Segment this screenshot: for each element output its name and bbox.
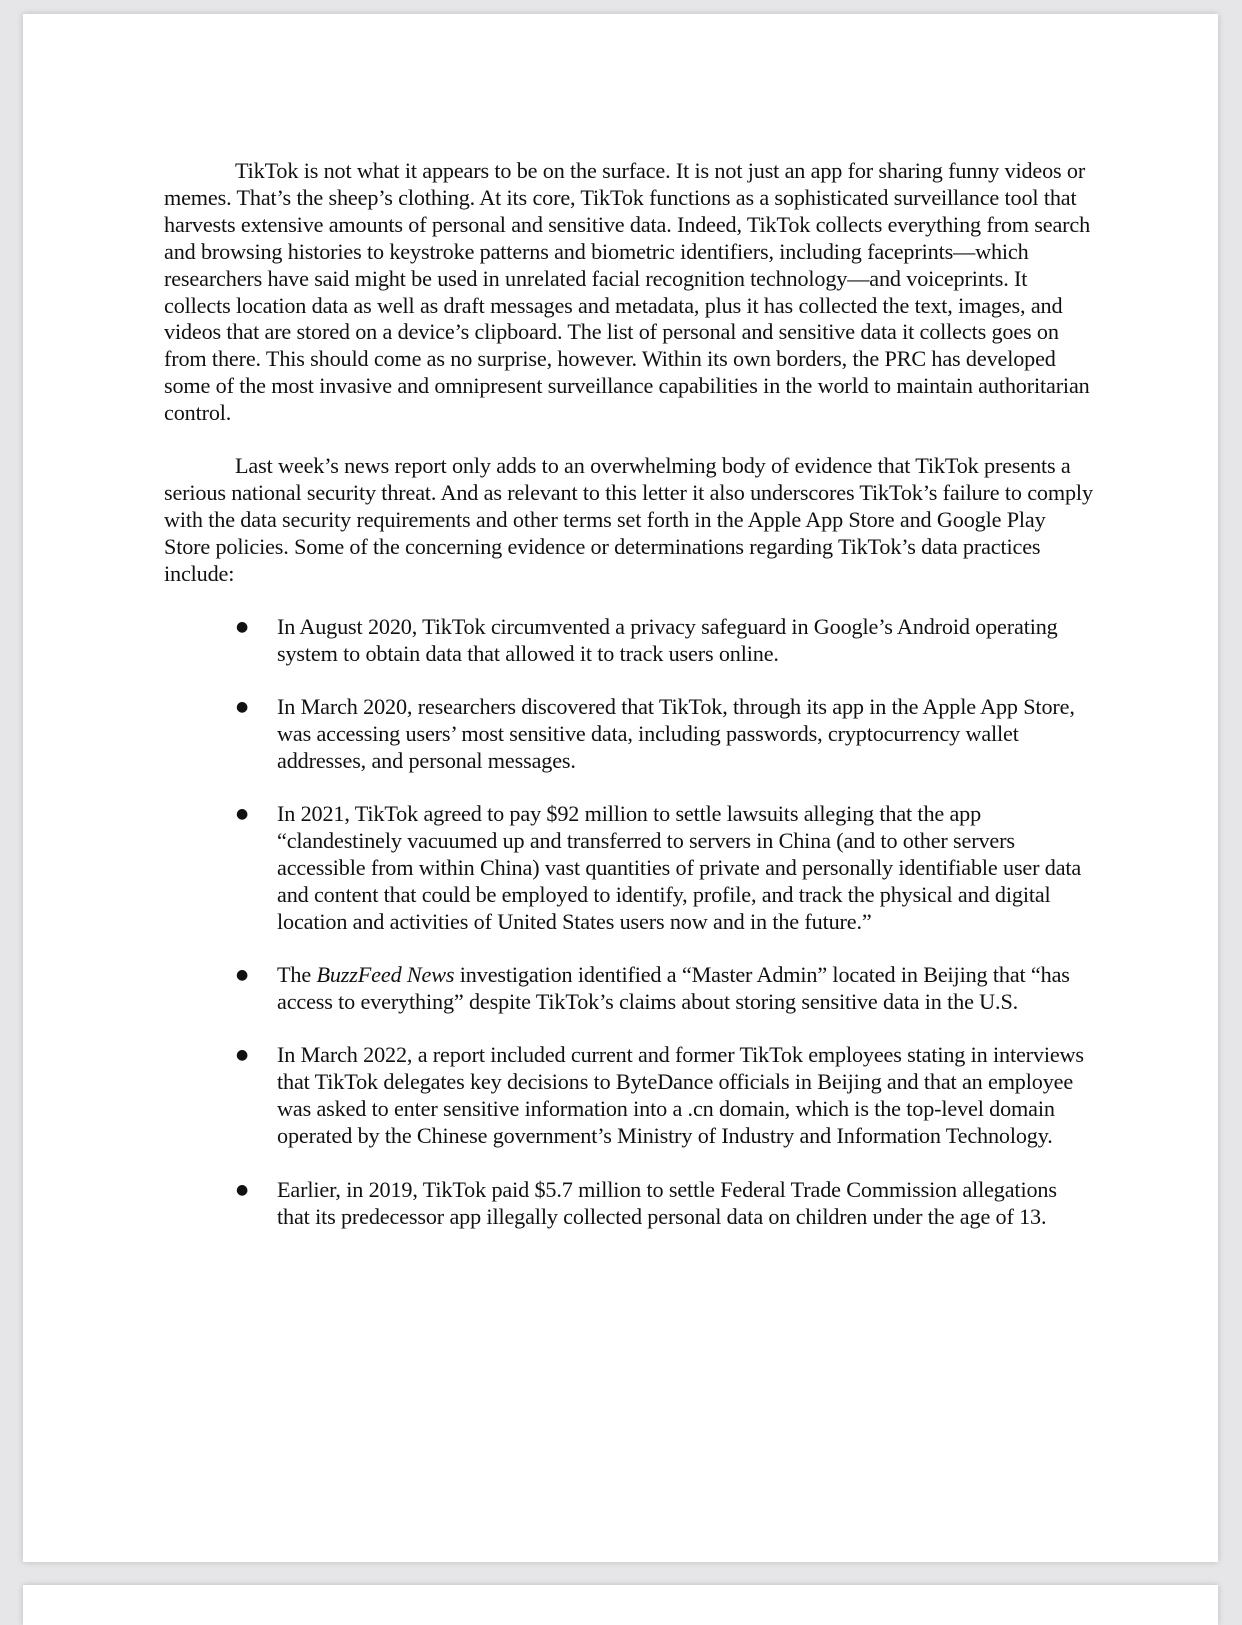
bullet-icon: ● xyxy=(235,1181,249,1198)
list-item xyxy=(164,1042,1094,1150)
list-item xyxy=(164,1177,1094,1231)
list-item-text-suffix: investigation identified a “Master Admin” located in Beijing that “has access to everything” despite TikTok’s claims about storing sensitive data in the U.S. xyxy=(277,962,1070,1015)
bullet-icon: ● xyxy=(235,618,249,635)
next-page-edge xyxy=(23,1585,1218,1625)
list-item-text: In March 2022, a report included current and former TikTok employees stating in interviews that TikTok delegates key decisions to ByteDance officials in Beijing and that an employee was asked to enter sensitive information into a .cn domain, which is the top-level domain operated by the Chinese government’s Ministry of Industry and Information Technology. xyxy=(277,1042,1084,1149)
bullet-icon: ● xyxy=(235,698,249,715)
list-item xyxy=(164,614,1094,668)
list-item xyxy=(164,801,1094,936)
list-item xyxy=(164,694,1094,775)
list-item xyxy=(164,962,1094,1016)
bullet-icon: ● xyxy=(235,806,249,823)
list-item-text xyxy=(277,962,1094,1016)
list-item-text: In March 2020, researchers discovered that TikTok, through its app in the Apple App Store, was accessing users’ most sensitive data, including passwords, cryptocurrency wallet addresses, and personal messages. xyxy=(277,693,1075,773)
page-content xyxy=(164,158,1094,1257)
list-item-text: In 2021, TikTok agreed to pay $92 million to settle lawsuits alleging that the app “clandestinely vacuumed up and transferred to servers in China (and to other servers accessible from within China) vast quantities of private and personally identifiable user data and content that could be employed to identify, profile, and track the physical and digital location and activities of United States users now and in the future.” xyxy=(277,801,1082,934)
list-item-text: Earlier, in 2019, TikTok paid $5.7 million to settle Federal Trade Commission allegations that its predecessor app illegally collected personal data on children under the age of 13. xyxy=(277,1176,1057,1229)
list-item-text-prefix: The xyxy=(277,962,317,988)
document-page xyxy=(23,14,1218,1562)
paragraph-security-threat: Last week’s news report only adds to an overwhelming body of evidence that TikTok presents a serious national security threat. And as relevant to this letter it also underscores TikTok’s failure to comply with the data security requirements and other terms set forth in the Apple App Store and Google Play Store policies. Some of the concerning evidence or determinations regarding TikTok’s data practices include: xyxy=(164,453,1093,586)
list-item-text: In August 2020, TikTok circumvented a privacy safeguard in Google’s Android operating system to obtain data that allowed it to track users online. xyxy=(277,613,1058,666)
bullet-icon: ● xyxy=(235,1047,249,1064)
publication-name: BuzzFeed News xyxy=(316,962,455,988)
bullet-icon: ● xyxy=(235,967,249,984)
evidence-list xyxy=(164,614,1094,1231)
paragraph-surveillance: TikTok is not what it appears to be on the surface. It is not just an app for sharing funny videos or memes. That’s the sheep’s clothing. At its core, TikTok functions as a sophisticated surveillance tool that harvests extensive amounts of personal and sensitive data. Indeed, TikTok collects everything from search and browsing histories to keystroke patterns and biometric identifiers, including faceprints—which researchers have said might be used in unrelated facial recognition technology—and voiceprints. It collects location data as well as draft messages and metadata, plus it has collected the text, images, and videos that are stored on a device’s clipboard. The list of personal and sensitive data it collects goes on from there. This should come as no surprise, however. Within its own borders, the PRC has developed some of the most invasive and omnipresent surveillance capabilities in the world to maintain authoritarian control. xyxy=(164,158,1091,426)
